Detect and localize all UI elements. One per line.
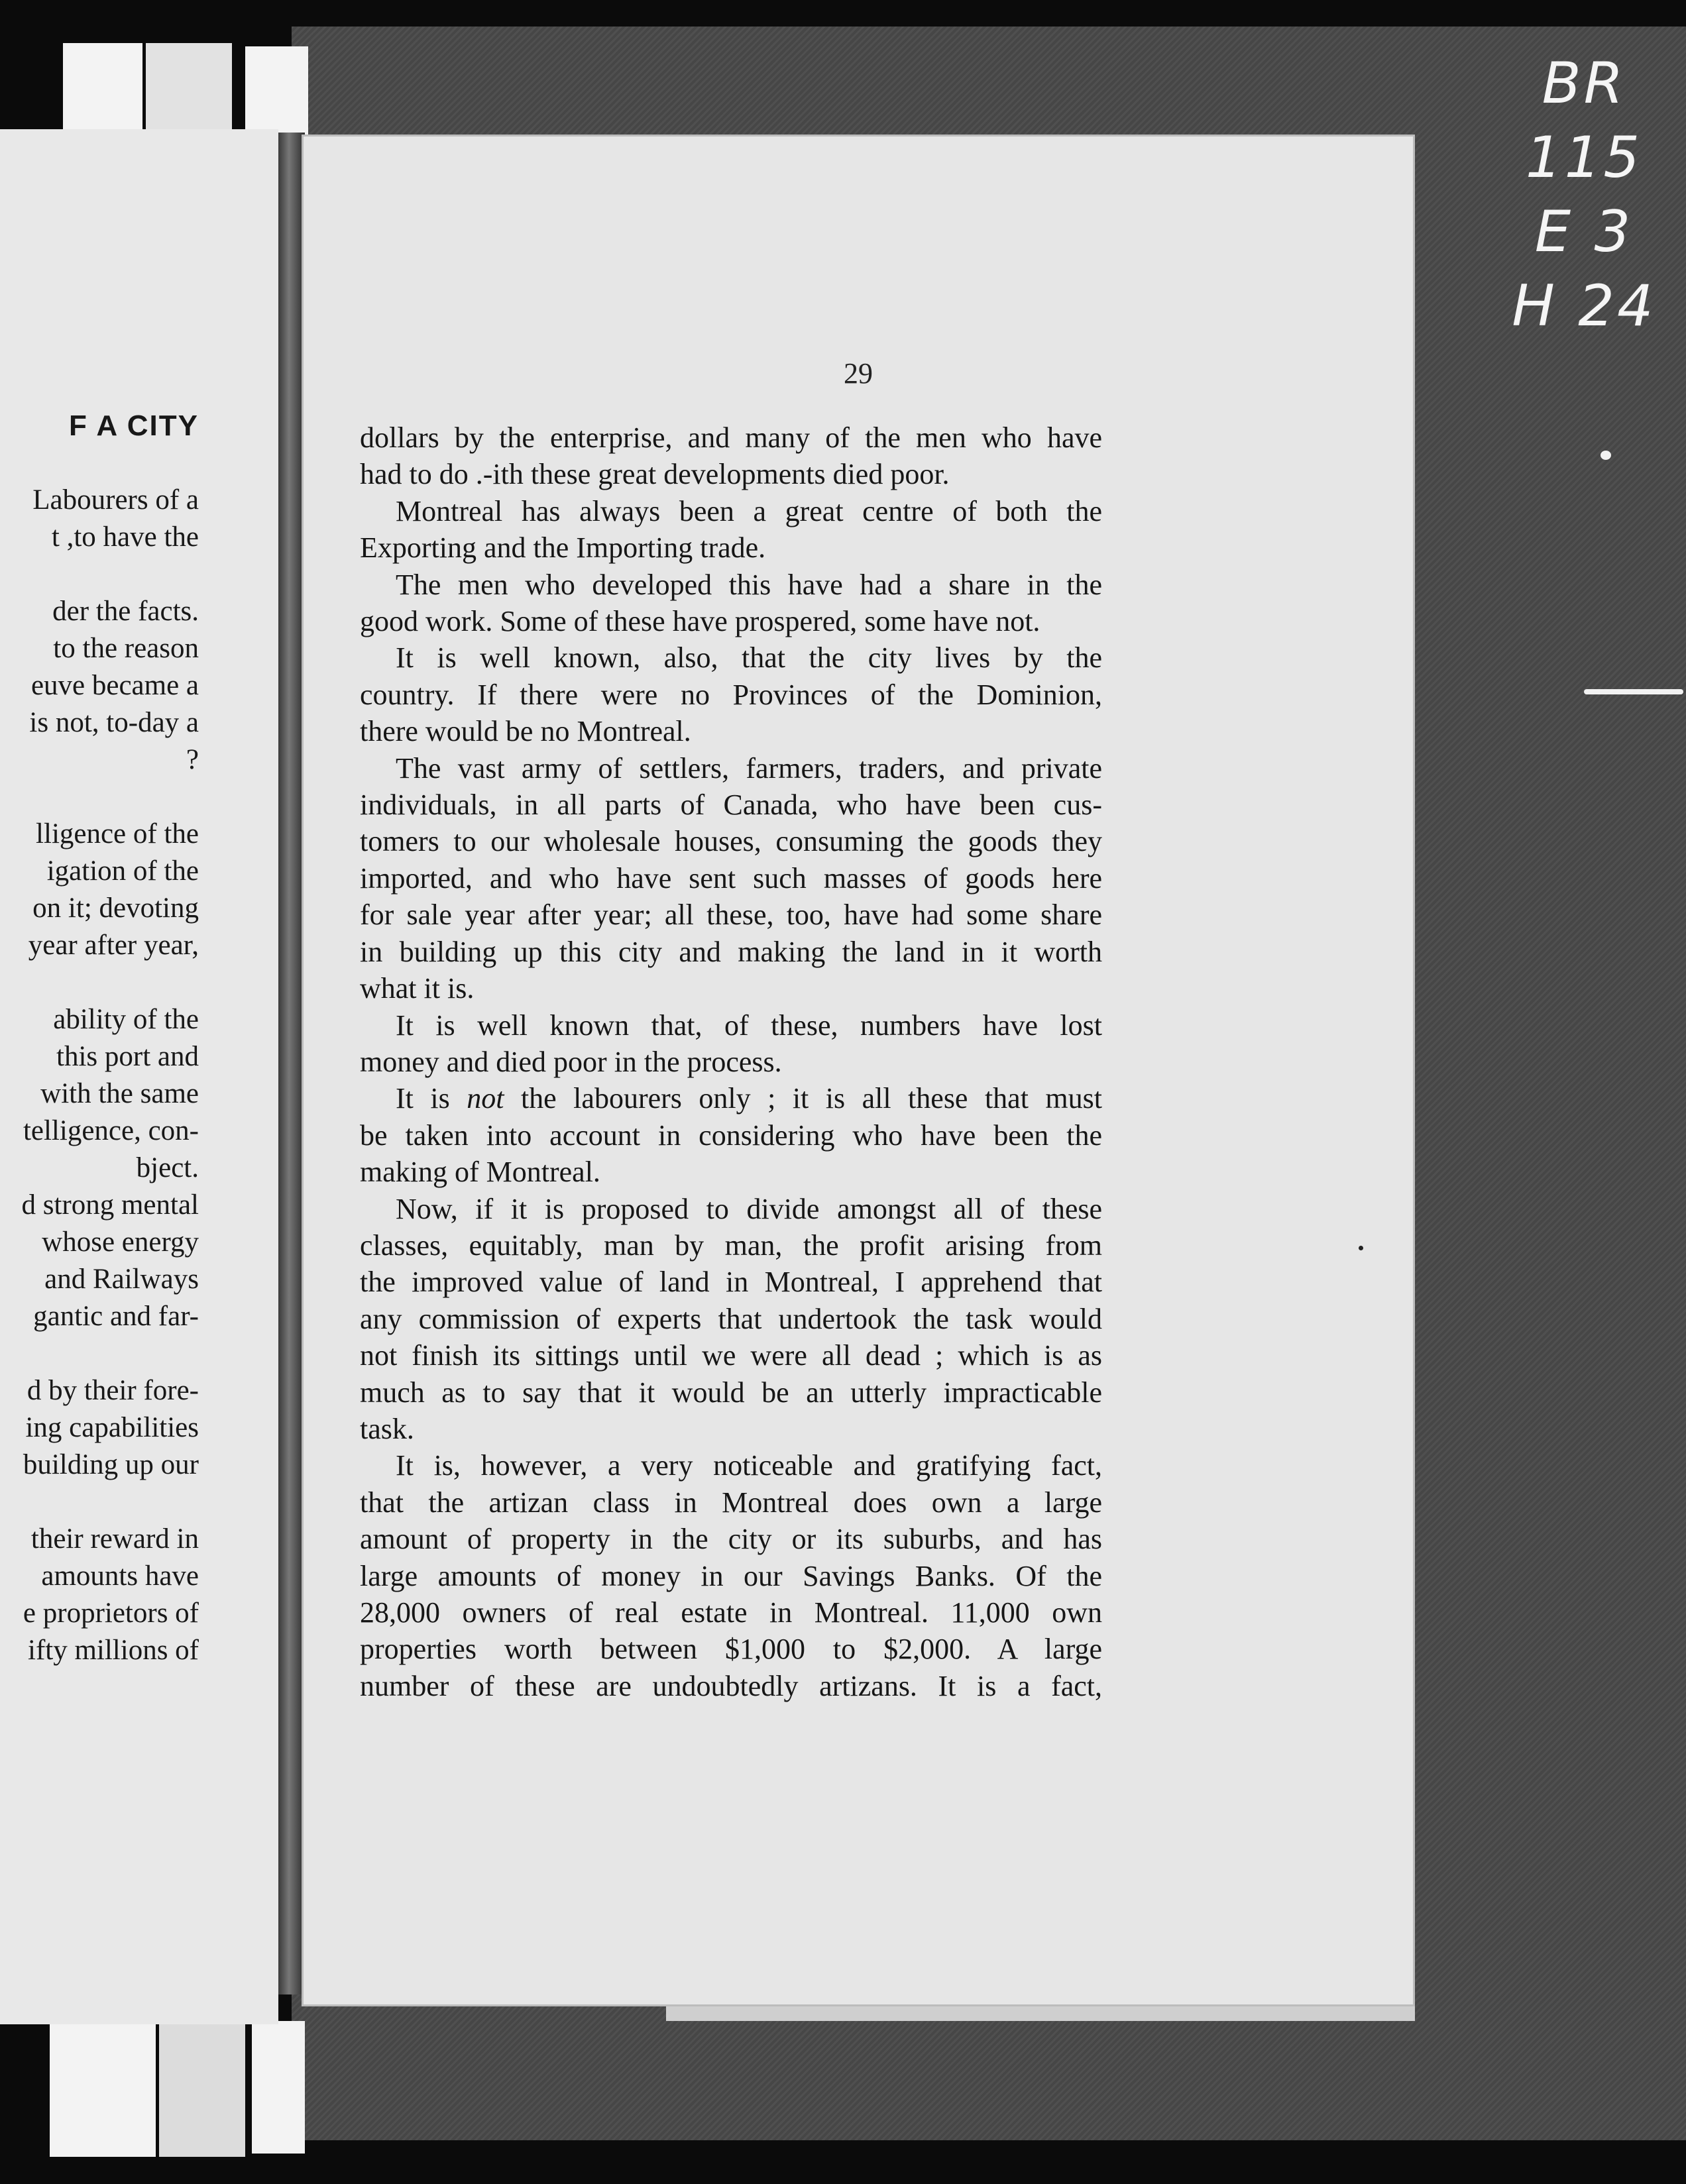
left-page-line: igation of the: [46, 855, 199, 887]
paragraph: [360, 1080, 1102, 1190]
left-page-line: bject.: [136, 1152, 199, 1183]
call-number-line: BR 115: [1525, 50, 1643, 191]
left-page-line: on it; devoting: [32, 893, 199, 924]
left-page-line: ?: [186, 744, 199, 775]
paragraph: [360, 1447, 1102, 1704]
paragraph: [360, 1007, 1102, 1081]
tape-strip: [50, 2024, 156, 2157]
text-line: making of Montreal.: [360, 1156, 600, 1189]
text-line: properties worth between $1,000 to $2,000. A large: [360, 1633, 1102, 1666]
text-line: the improved value of land in Montreal, I apprehend that: [360, 1266, 1102, 1299]
paragraph: [360, 567, 1102, 640]
left-page-line: t ,to have the: [51, 521, 199, 553]
text-line: It is well known, also, that the city lives by the: [396, 641, 1102, 675]
paragraph: [360, 493, 1102, 567]
scan-speck: [1584, 689, 1683, 694]
text-line: for sale year after year; all these, too, have had some share: [360, 899, 1102, 932]
text-line: amount of property in the city or its suburbs, and has: [360, 1523, 1102, 1556]
text-line: be taken into account in considering who have been the: [360, 1119, 1102, 1152]
text-line: It is well known that, of these, numbers have lost: [396, 1009, 1102, 1042]
left-page-line: is not, to-day a: [29, 707, 199, 738]
left-page-heading: F A CITY: [68, 410, 199, 442]
tape-strip: [159, 2018, 245, 2157]
left-page-line: d by their fore-: [27, 1375, 199, 1406]
left-page-line: der the facts.: [52, 596, 199, 627]
text-line: not finish its sittings until we were all dead ; which is as: [360, 1339, 1102, 1372]
tape-strip: [63, 43, 142, 142]
text-line: classes, equitably, man by man, the profit arising from: [360, 1228, 1102, 1262]
text-line: dollars by the enterprise, and many of the men who have: [360, 421, 1102, 454]
text-line: It is, however, a very noticeable and gratifying fact,: [396, 1449, 1102, 1482]
text-line: The vast army of settlers, farmers, traders, and private: [396, 751, 1102, 785]
call-number-label: [1485, 46, 1683, 343]
left-page-line: e proprietors of: [23, 1598, 199, 1629]
left-page-line: amounts have: [41, 1560, 199, 1592]
left-page-line: gantic and far-: [33, 1301, 199, 1332]
call-number-line: H 24: [1512, 273, 1656, 339]
tape-strip: [245, 46, 308, 142]
tape-strip: [146, 43, 232, 142]
text-line: large amounts of money in our Savings Banks. Of the: [360, 1559, 1102, 1592]
text-line: in building up this city and making the land in it worth: [360, 935, 1102, 968]
left-page-line: ifty millions of: [28, 1635, 199, 1666]
paragraph: [360, 639, 1102, 749]
text-line: Now, if it is proposed to divide amongst all of these: [396, 1192, 1102, 1225]
left-page-line: this port and: [56, 1041, 199, 1072]
text-line: tomers to our wholesale houses, consuming the goods they: [360, 825, 1102, 858]
text-line: Exporting and the Importing trade.: [360, 531, 766, 565]
left-page-line: building up our: [23, 1449, 199, 1480]
left-page-line: ability of the: [53, 1004, 199, 1035]
left-page-line: whose energy: [42, 1227, 199, 1258]
text-line: money and died poor in the process.: [360, 1045, 782, 1078]
left-page-line: ing capabilities: [25, 1412, 199, 1443]
scan-speck: [1601, 451, 1611, 460]
left-page-line: year after year,: [28, 930, 199, 961]
page: [302, 135, 1415, 2006]
left-page-line: and Railways: [44, 1264, 199, 1295]
left-page-text: [0, 408, 199, 1669]
page-body-text: [360, 419, 1102, 1704]
left-page-line: telligence, con-: [23, 1115, 199, 1146]
left-page-line: Labourers of a: [32, 484, 199, 516]
text-line: much as to say that it would be an utterly impracticable: [360, 1376, 1102, 1409]
text-line: what it is.: [360, 972, 475, 1005]
tape-strip: [252, 2021, 305, 2154]
text-line: there would be no Montreal.: [360, 715, 691, 748]
scan-speck: [1359, 1246, 1363, 1250]
text-line: imported, and who have sent such masses of goods here: [360, 861, 1102, 895]
text-line: had to do .-ith these great developments died poor.: [360, 458, 950, 491]
left-page-line: with the same: [40, 1078, 199, 1109]
left-page-line: lligence of the: [36, 818, 199, 849]
text-line: It is not the labourers only ; it is all these that must: [396, 1082, 1102, 1115]
text-line: good work. Some of these have prospered, some have not.: [360, 605, 1040, 638]
left-page-line: d strong mental: [21, 1189, 199, 1221]
text-line: individuals, in all parts of Canada, who have been cus-: [360, 789, 1102, 822]
text-line: task.: [360, 1412, 414, 1445]
left-page-line: euve became a: [30, 670, 199, 701]
text-line: that the artizan class in Montreal does own a large: [360, 1486, 1102, 1519]
paragraph: [360, 419, 1102, 493]
text-line: number of these are undoubtedly artizans. It is a fact,: [360, 1669, 1102, 1702]
left-page-line: their reward in: [30, 1523, 199, 1555]
text-line: Montreal has always been a great centre of both the: [396, 494, 1102, 527]
call-number-line: E 3: [1534, 199, 1634, 265]
text-line: The men who developed this have had a share in the: [396, 568, 1102, 601]
paragraph: [360, 750, 1102, 1007]
left-facing-page: [0, 129, 278, 2024]
paragraph: [360, 1191, 1102, 1448]
page-number: 29: [844, 357, 873, 390]
text-line: country. If there were no Provinces of the Dominion,: [360, 678, 1102, 711]
text-line: 28,000 owners of real estate in Montreal. 11,000 own: [360, 1596, 1102, 1629]
left-page-line: to the reason: [53, 633, 199, 664]
text-line: any commission of experts that undertook the task would: [360, 1302, 1102, 1335]
book-gutter: [278, 133, 305, 1994]
